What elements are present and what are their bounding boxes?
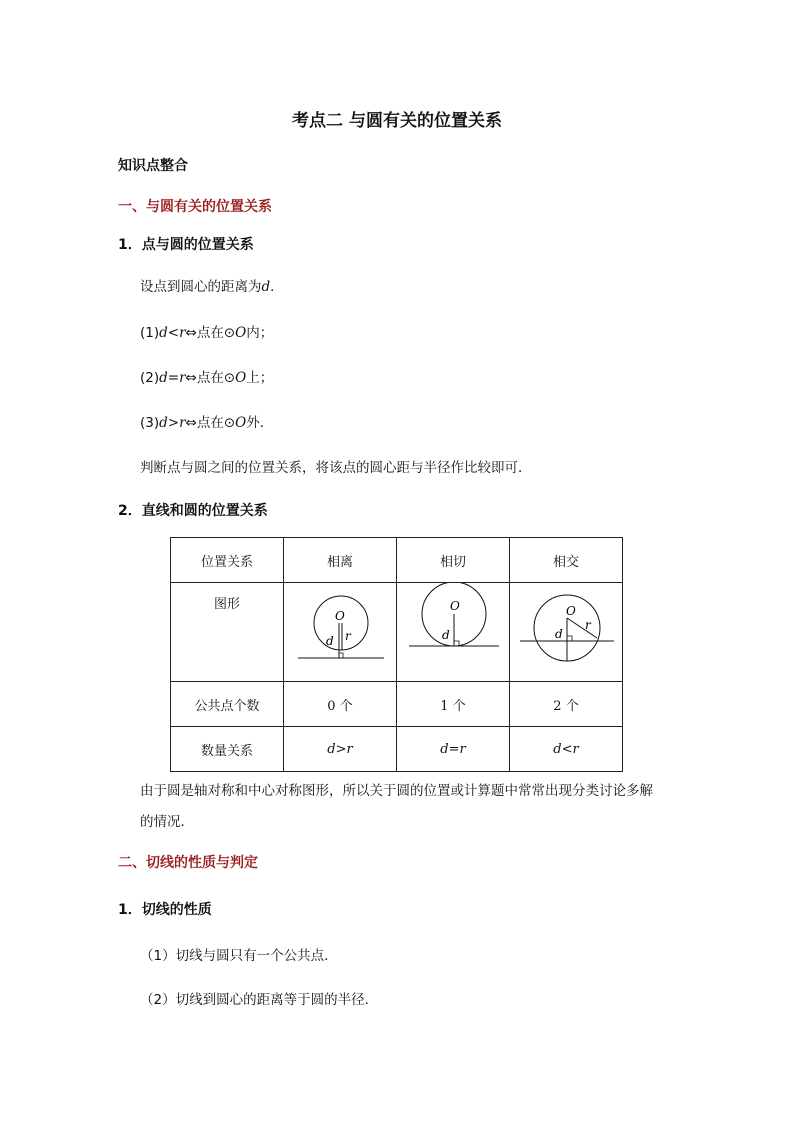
intro-var: d xyxy=(261,279,271,295)
intro-end: ． xyxy=(270,279,284,295)
case-cond: d=r xyxy=(159,370,186,386)
cell-figure-intersect xyxy=(510,583,623,682)
note-line-2: 的情况． xyxy=(140,814,194,830)
point-conclusion: 判断点与圆之间的位置关系，将该点的圆心距与半径作比较即可． xyxy=(140,460,532,476)
cell-points-separate: 0 个 xyxy=(284,682,397,727)
tangent-diagram xyxy=(397,583,509,677)
distance-label: d xyxy=(442,628,450,642)
cell-points-tangent: 1 个 xyxy=(397,682,510,727)
line-circle-table xyxy=(170,537,623,772)
center-label: O xyxy=(566,604,576,618)
tangent-property-1: （1）切线与圆只有一个公共点． xyxy=(140,948,338,964)
part1-sub1-heading: 1．点与圆的位置关系 xyxy=(118,237,254,253)
row-header-points: 公共点个数 xyxy=(171,682,284,727)
point-case-3 xyxy=(140,411,273,431)
cell-points-intersect: 2 个 xyxy=(510,682,623,727)
case-cond: d>r xyxy=(159,415,186,431)
center-label: O xyxy=(450,599,460,613)
cell-relation-intersect: 相交 xyxy=(510,538,623,583)
page-title: 考点二 与圆有关的位置关系 xyxy=(292,111,502,131)
section-heading: 知识点整合 xyxy=(118,158,188,174)
radius-label: r xyxy=(585,618,591,632)
case-num: (2) xyxy=(140,370,160,386)
case-where: 外． xyxy=(246,415,274,431)
table-row xyxy=(171,727,623,772)
point-case-1 xyxy=(140,321,273,341)
case-arrow: ⇔点在⊙ xyxy=(185,415,236,431)
case-arrow: ⇔点在⊙ xyxy=(185,325,236,341)
part1-sub2-heading: 2．直线和圆的位置关系 xyxy=(118,503,268,519)
figure-label: 图形 xyxy=(213,597,240,612)
case-o: O xyxy=(235,370,247,386)
right-angle-mark xyxy=(567,636,572,641)
row-header-relation: 位置关系 xyxy=(171,538,284,583)
radius-label: r xyxy=(345,629,351,643)
distance-label: d xyxy=(326,634,334,648)
cell-relation-tangent: 相切 xyxy=(397,538,510,583)
part2-heading: 二、切线的性质与判定 xyxy=(118,855,258,871)
case-where: 内； xyxy=(246,325,274,341)
table-row xyxy=(171,682,623,727)
case-num: (1) xyxy=(140,325,160,341)
intro-line xyxy=(140,275,284,295)
part2-sub1-heading: 1．切线的性质 xyxy=(118,902,212,918)
radius-segment xyxy=(567,618,597,638)
case-cond: d<r xyxy=(159,325,186,341)
cell-quantity-tangent: d=r xyxy=(397,727,510,772)
tangent-property-2: （2）切线到圆心的距离等于圆的半径． xyxy=(140,992,379,1008)
intro-text: 设点到圆心的距离为 xyxy=(140,279,262,295)
separate-diagram xyxy=(284,583,396,677)
distance-label: d xyxy=(555,627,563,641)
cell-figure-separate xyxy=(284,583,397,682)
case-arrow: ⇔点在⊙ xyxy=(185,370,236,386)
case-o: O xyxy=(235,415,247,431)
part1-heading: 一、与圆有关的位置关系 xyxy=(118,199,272,215)
table-row xyxy=(171,538,623,583)
case-num: (3) xyxy=(140,415,160,431)
row-header-figure xyxy=(171,583,284,682)
cell-quantity-separate: d>r xyxy=(284,727,397,772)
point-case-2 xyxy=(140,366,273,386)
cell-relation-separate: 相离 xyxy=(284,538,397,583)
cell-figure-tangent xyxy=(397,583,510,682)
note-line-1: 由于圆是轴对称和中心对称图形，所以关于圆的位置或计算题中常常出现分类讨论多解 xyxy=(140,783,653,799)
circle-shape xyxy=(314,596,368,650)
case-o: O xyxy=(235,325,247,341)
intersect-diagram xyxy=(510,583,622,677)
case-where: 上； xyxy=(246,370,274,386)
center-label: O xyxy=(335,609,345,623)
cell-quantity-intersect: d<r xyxy=(510,727,623,772)
row-header-quantity: 数量关系 xyxy=(171,727,284,772)
table-row xyxy=(171,583,623,682)
right-angle-mark xyxy=(339,653,343,658)
